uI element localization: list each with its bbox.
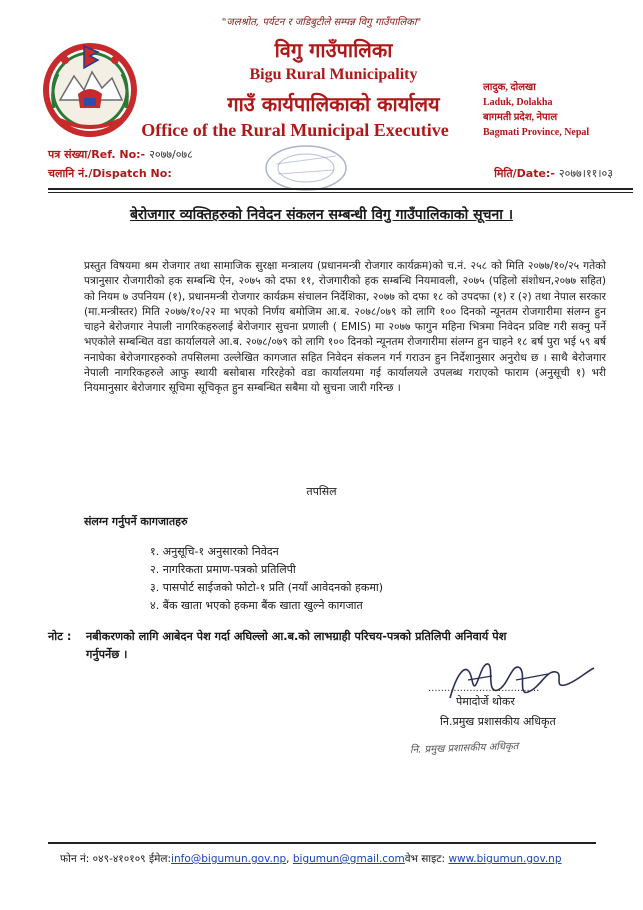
note-text-line1: नबीकरणको लागि आबेदन पेश गर्दा अघिल्लो आ.ब.को लाभग्राही परिचय-पत्रको प्रतिलिपी अनिवार्य पेश: [86, 630, 507, 643]
list-item: ३. पासपोर्ट साईजको फोटो-१ प्रति (नयाँ आवेदनको हकमा): [150, 581, 384, 594]
notice-body: प्रस्तुत विषयमा श्रम रोजगार तथा सामाजिक सुरक्षा मन्त्रालय (प्रधानमन्त्री रोजगार कार्यक्रम)को च.नं. २५८ को मिति २०७७/१०/२५ गतेको पत्रानुसार रोजगारीको हक सम्बन्धि ऐन, २०७५ को दफा ११, रोजगारीको हक सम्बन्धि नियमावली, २०७५ (पहिलो संशोधन,२०७७ सहित) को नियम ७ उपनियम (१), प्रधानमन्त्री रोजगार कार्यक्रम संचालन निर्देशिका, २०७७ को दफा १८ को उपदफा (१) र (२) तथा नेपाल सरकार (मा.मन्त्रीस्तर) मिति २०७७/१०/२२ मा भएको निर्णय बमोजिम आ.ब. २०७८/०७९ को लागि १०० दिनको न्यूनतम रोजगारीमा संलग्न हुन चाहने बेरोजगार नेपाली नागरिकहरुलाई बेरोजगार सुचना प्रणाली ( EMIS) मा २०७७ फागुन महिना भित्रमा निवेदन प्रविष्ट गरी सक्नु पर्ने भएकोले सम्बन्धित वडा कार्यालयले आ.ब. २०७८/०७९ को लागि १०० दिनको न्यूनतम रोजगारीमा संलग्न हुन चाहने १८ बर्ष पुरा भई ५९ बर्ष ननाघेका बेरोजगारहरुको तपसिलमा उल्लेखित कागजात सहित निवेदन संकलन गर्न गराउन हुन निर्देशानुसार अनुरोध छ । साथै बेरोजगार नेपाली नागरिकहरुले आफु स्थायी बसोबास गरिरहेको वडा कार्यालयमा गई कार्यालयले उपलब्ध गराएको फाराम (अनुसूची १) भरी नियमानुसार बेरोजगार सूचिमा सूचिकृत हुन सम्बन्धित सबैमा यो सुचना जारी गरिन्छ ।: [84, 260, 606, 395]
office-name-en: Office of the Rural Municipal Executive: [141, 120, 449, 140]
ref-value: २०७७/०७८: [149, 148, 193, 161]
address-np-1: लादुक, दोलखा: [483, 82, 536, 93]
office-seal-stamp-icon: [262, 142, 350, 194]
office-name-np: गाउँ कार्यपालिकाको कार्यालय: [227, 92, 440, 116]
address-np-2: बागमती प्रदेश, नेपाल: [483, 112, 558, 123]
date-label: मिति/Date:-: [494, 167, 555, 180]
signatory-stamp: नि. प्रमुख प्रशासकीय अधिकृत: [409, 741, 519, 756]
notice-subject: बेरोजगार व्यक्तिहरुको निवेदन संकलन सम्बन्धी विगु गाउँपालिकाको सूचना ।: [129, 207, 514, 223]
motto: "जलश्रोत, पर्यटन र जडिबुटीले सम्पन्न विगु गाउँपालिका": [221, 17, 422, 28]
note-label: नोट :: [48, 630, 72, 643]
footer-website-link[interactable]: www.bigumun.gov.np: [448, 853, 562, 865]
signatory-name: पेमादोर्जे थोकर: [456, 695, 515, 708]
footer-phone: फोन नं: ०४९-४१०१०९ ईमेल:: [60, 853, 172, 865]
dispatch-label: चलानि नं./Dispatch No:: [48, 167, 172, 180]
signature-line: ...................................: [428, 683, 540, 694]
list-item: २. नागरिकता प्रमाण-पत्रको प्रतिलिपी: [150, 563, 296, 576]
footer-separator: ,: [286, 853, 293, 865]
footer-email-gmail[interactable]: bigumun@gmail.com: [292, 853, 405, 865]
ref-label: पत्र संख्या/Ref. No:-: [48, 148, 146, 161]
footer-divider: [48, 842, 596, 844]
address-en-1: Laduk, Dolakha: [483, 97, 553, 108]
date-value: २०७७।११।०३: [558, 167, 613, 180]
ref-number: [48, 147, 193, 162]
municipality-name-en: Bigu Rural Municipality: [249, 66, 418, 83]
dispatch-number: [48, 166, 176, 181]
signatory-title: नि.प्रमुख प्रशासकीय अधिकृत: [440, 715, 556, 728]
header-divider-thin: [48, 192, 633, 193]
attachments-list: [150, 543, 383, 615]
list-item: १. अनुसूचि-१ अनुसारको निवेदन: [150, 545, 279, 558]
attachments-heading: संलग्न गर्नुपर्ने कागजातहरु: [84, 515, 188, 528]
municipality-name-np: विगु गाउँपालिका: [274, 38, 393, 62]
footer-web-label: वेभ साइट:: [404, 853, 449, 865]
schedule-heading: तपसिल: [306, 485, 337, 498]
letter-date: [494, 166, 613, 181]
address-en-2: Bagmati Province, Nepal: [483, 127, 590, 138]
office-address: [483, 80, 623, 140]
note-text-line2: गर्नुपर्नेछ ।: [86, 648, 128, 661]
list-item: ४. बैंक खाता भएको हकमा बैंक खाता खुल्ने कागजात: [150, 599, 363, 612]
footer-email-info[interactable]: info@bigumun.gov.np: [171, 853, 287, 865]
footer-contact: [60, 852, 620, 866]
header-divider: [48, 188, 633, 190]
